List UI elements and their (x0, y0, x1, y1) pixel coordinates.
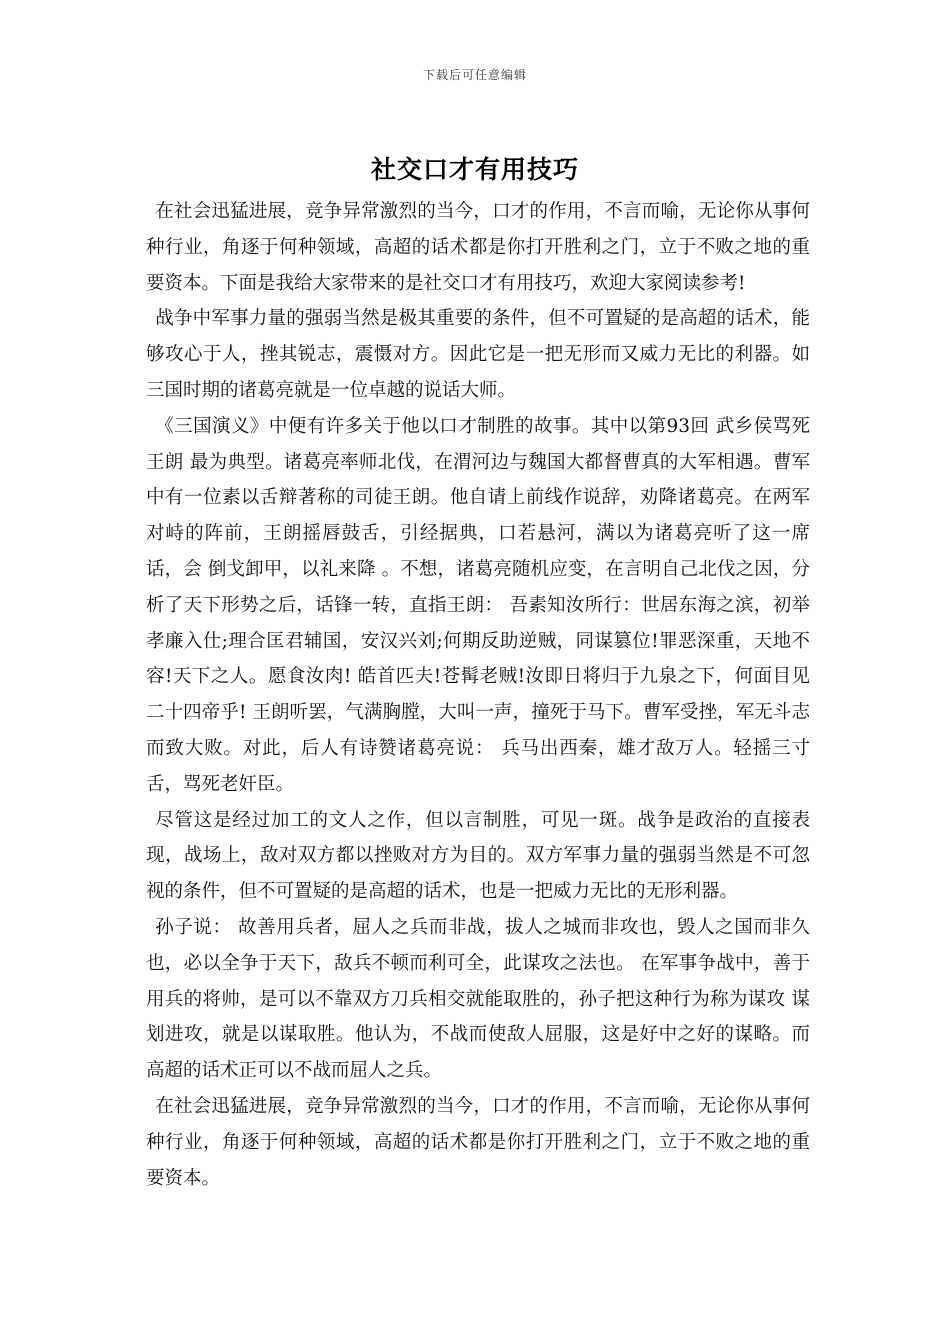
paragraph-intro: 在社会迅猛进展，竞争异常激烈的当今，口才的作用，不言而喻，无论你从事何种行业，角逐于何种领域，高超的话术都是你打开胜利之门，立于不败之地的重要资本。下面是我给大家带来的是社交口才有用技巧，欢迎大家阅读参考! (146, 201, 810, 294)
header-note: 下载后可任意编辑 (422, 68, 527, 82)
paragraph-literary-work: 尽管这是经过加工的文人之作，但以言制胜，可见一斑。战争是政治的直接表现，战场上，敌对双方都以挫败对方为目的。双方军事力量的强弱当然是不可忽视的条件，但不可置疑的是高超的话术，也是一把威力无比的无形利器。 (146, 809, 810, 903)
paragraph-three-kingdoms: 《三国演义》中便有许多关于他以口才制胜的故事。其中以第93回 武乡侯骂死王朗 最为典型。诸葛亮率师北伐，在渭河边与魏国大都督曹真的大军相遇。曹军中有一位素以舌辩著称的司徒王朗。他自请上前线作说辞，劝降诸葛亮。在两军对峙的阵前，王朗摇唇鼓舌，引经据典，口若悬河，满以为诸葛亮听了这一席话，会 倒戈卸甲，以礼来降 。不想，诸葛亮随机应变，在言明自己北伐之因，分析了天下形势之后，话锋一转，直指王朗： 吾素知汝所行：世居东海之滨，初举孝廉入仕;理合匡君辅国，安汉兴刘;何期反助逆贼，同谋篡位!罪恶深重，天地不容!天下之人。愿食汝肉! 皓首匹夫!苍髯老贼!汝即日将归于九泉之下，何面目见二十四帝乎! 王朗听罢，气满胸膛，大叫一声，撞死于马下。曹军受挫，军无斗志而致大败。对此，后人有诗赞诸葛亮说： 兵马出西秦，雄才敌万人。轻摇三寸舌，骂死老奸臣。 (146, 415, 810, 795)
paragraph-military-strength: 战争中军事力量的强弱当然是极其重要的条件，但不可置疑的是高超的话术，能够攻心于人，挫其锐志，震慑对方。因此它是一把无形而又威力无比的利器。如三国时期的诸葛亮就是一位卓越的说话大师。 (146, 308, 810, 401)
document-body (146, 194, 810, 1196)
paragraph-conclusion: 在社会迅猛进展，竞争异常激烈的当今，口才的作用，不言而喻，无论你从事何种行业，角逐于何种领域，高超的话术都是你打开胜利之门，立于不败之地的重要资本。 (146, 1095, 810, 1189)
paragraph-sunzi: 孙子说： 故善用兵者，屈人之兵而非战，拔人之城而非攻也，毁人之国而非久也，必以全争于天下，敌兵不顿而利可全，此谋攻之法也。 在军事争战中，善于用兵的将帅，是可以不靠双方刀兵相交就能取胜的，孙子把这种行为称为谋攻 谋划进攻，就是以谋取胜。他认为，不战而使敌人屈服，这是好中之好的谋略。而高超的话术正可以不战而屈人之兵。 (146, 916, 810, 1082)
document-title: 社交口才有用技巧 (370, 155, 579, 184)
